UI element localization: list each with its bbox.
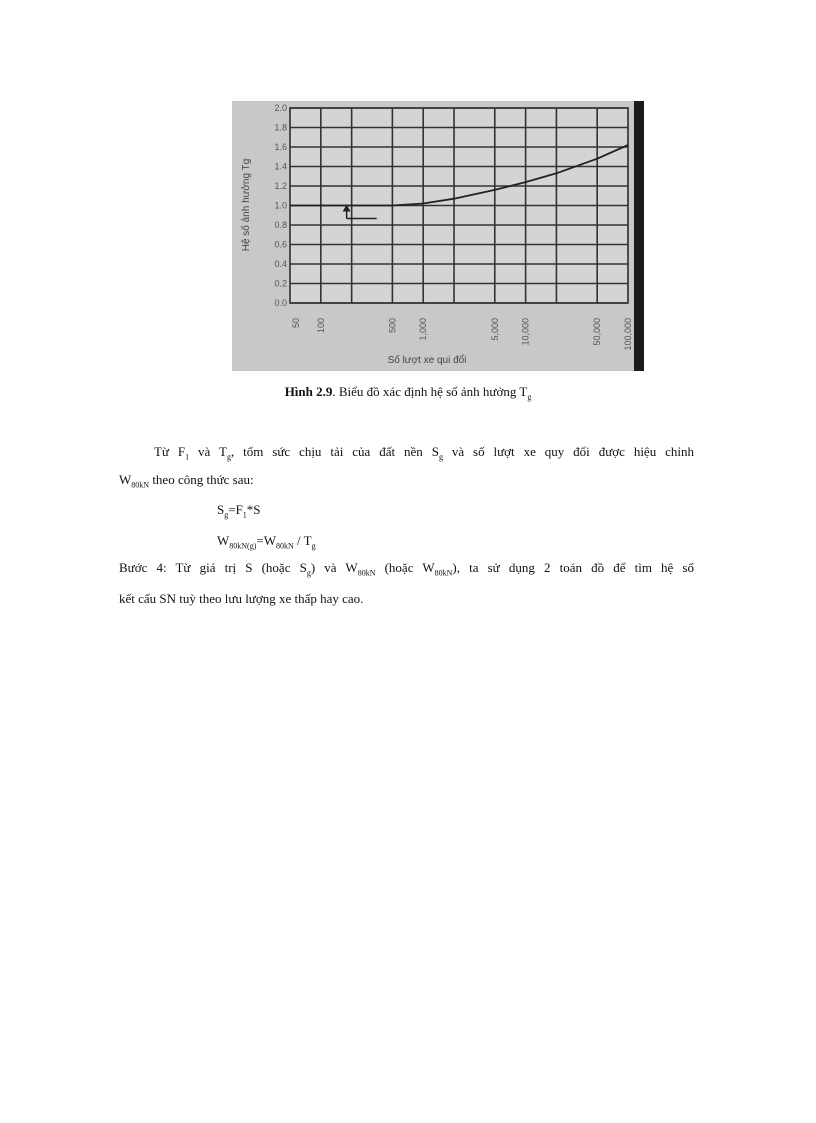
p2-text: ) và W [310, 560, 358, 575]
formula-text: =F [228, 502, 243, 517]
y-tick-label: 0.4 [274, 259, 287, 269]
p1-sub: g [226, 452, 231, 462]
formula-sub: 80kN [276, 541, 294, 551]
y-axis-label: Hệ số ảnh hưởng Tg [241, 158, 252, 252]
p2-sub: 80kN [357, 568, 376, 578]
paragraph-2-line-1 [119, 555, 694, 586]
formula-text: / T [293, 533, 312, 548]
formula-1 [217, 497, 792, 528]
x-tick-label: 500 [387, 318, 398, 334]
p1-text: và T [189, 444, 227, 459]
p2-text: kết cấu SN tuỳ theo lưu lượng xe thấp hay cao. [119, 591, 364, 606]
p2-text: (hoặc W [375, 560, 435, 575]
formula-sub: 1 [242, 510, 247, 520]
x-tick-label: 10,000 [520, 318, 531, 346]
y-tick-label: 0.6 [274, 239, 287, 250]
caption-label: Hình 2.9 [284, 384, 333, 399]
p1-text: và số lượt xe quy đổi được hiệu chỉnh [442, 444, 694, 459]
x-tick-label: 100,000 [623, 318, 633, 351]
paragraph-1-line-1 [119, 439, 694, 470]
formula-text: W [217, 533, 230, 548]
x-tick-label: 1,000 [418, 318, 429, 341]
formula-text: =W [256, 533, 276, 548]
formula-2 [217, 528, 792, 559]
caption-text: . Biểu đồ xác định hệ số ảnh hưởng T [332, 384, 528, 399]
y-tick-label: 0.0 [274, 298, 287, 308]
x-tick-label: 50,000 [592, 318, 603, 346]
y-tick-label: 2.0 [274, 103, 287, 113]
p1-text: theo công thức sau: [149, 472, 254, 487]
y-tick-label: 1.8 [274, 122, 287, 133]
y-tick-label: 1.6 [274, 142, 287, 152]
x-tick-label: 50 [291, 318, 301, 329]
p1-sub: g [438, 452, 443, 462]
p2-text: ), ta sử dụng 2 toán đồ để tìm hệ số [452, 560, 694, 575]
y-tick-label: 1.4 [274, 161, 287, 172]
p1-text: , tốm sức chịu tải của đất nền S [230, 444, 439, 459]
figure-caption [0, 384, 816, 402]
caption-sub: g [527, 392, 532, 402]
y-tick-label: 1.2 [274, 181, 287, 191]
y-tick-label: 0.2 [274, 278, 287, 289]
figure-edge-shadow [634, 101, 644, 371]
formula-text: S [217, 502, 225, 517]
formula-text: *S [246, 502, 261, 517]
y-tick-label: 1.0 [274, 200, 287, 211]
formula-sub: g [224, 510, 229, 520]
p1-sub: 1 [185, 452, 190, 462]
x-tick-label: 100 [315, 318, 326, 334]
p2-sub: g [306, 568, 311, 578]
p2-sub: 80kN [434, 568, 453, 578]
paragraph-1-line-2 [119, 467, 694, 498]
p2-text: Bước 4: Từ giá trị S (hoặc S [119, 560, 307, 575]
chart-svg [232, 101, 644, 371]
p1-text: Từ F [154, 444, 186, 459]
formula-sub: g [311, 541, 316, 551]
x-axis-label: Số lượt xe qui đổi [387, 355, 467, 366]
formula-sub: 80kN(g) [229, 541, 257, 551]
p1-text: W [119, 472, 132, 487]
y-tick-label: 0.8 [274, 220, 287, 230]
paragraph-2-line-2 [119, 586, 694, 611]
p1-sub: 80kN [131, 480, 150, 490]
x-tick-label: 5,000 [489, 318, 500, 341]
figure-chart [232, 101, 644, 371]
